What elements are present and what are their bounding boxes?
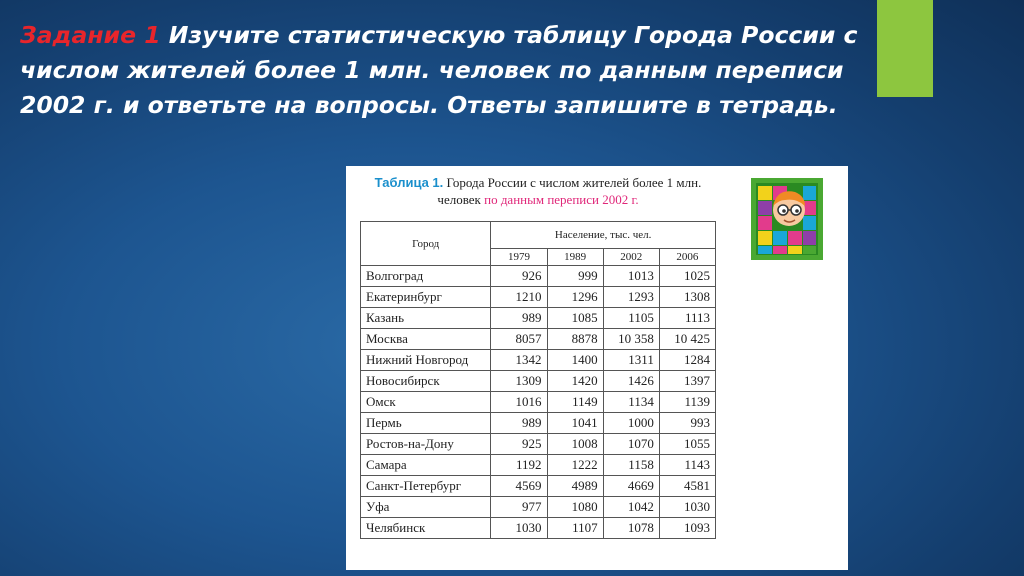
city-cell: Екатеринбург <box>361 287 491 308</box>
population-cell: 1420 <box>547 371 603 392</box>
city-cell: Ростов-на-Дону <box>361 434 491 455</box>
population-cell: 1342 <box>491 350 547 371</box>
population-cell: 4569 <box>491 476 547 497</box>
table-row <box>361 350 716 371</box>
population-cell: 10 425 <box>659 329 715 350</box>
table-row <box>361 392 716 413</box>
population-cell: 1000 <box>603 413 659 434</box>
population-cell: 1293 <box>603 287 659 308</box>
population-cell: 999 <box>547 266 603 287</box>
population-cell: 1296 <box>547 287 603 308</box>
population-cell: 1030 <box>659 497 715 518</box>
population-table <box>360 221 716 539</box>
city-cell: Нижний Новгород <box>361 350 491 371</box>
population-cell: 1085 <box>547 308 603 329</box>
table-row <box>361 518 716 539</box>
population-cell: 926 <box>491 266 547 287</box>
population-cell: 1397 <box>659 371 715 392</box>
population-cell: 4989 <box>547 476 603 497</box>
table-row <box>361 476 716 497</box>
textbook-page <box>346 166 848 570</box>
table-row <box>361 434 716 455</box>
population-cell: 989 <box>491 308 547 329</box>
city-cell: Челябинск <box>361 518 491 539</box>
population-cell: 1016 <box>491 392 547 413</box>
population-cell: 1080 <box>547 497 603 518</box>
population-cell: 1158 <box>603 455 659 476</box>
city-cell: Омск <box>361 392 491 413</box>
population-cell: 1055 <box>659 434 715 455</box>
population-cell: 8878 <box>547 329 603 350</box>
population-cell: 1013 <box>603 266 659 287</box>
year-header: 2006 <box>659 249 715 266</box>
population-cell: 1093 <box>659 518 715 539</box>
population-cell: 1134 <box>603 392 659 413</box>
population-cell: 1143 <box>659 455 715 476</box>
population-cell: 977 <box>491 497 547 518</box>
caption-number: Таблица 1. <box>374 175 444 190</box>
table-row <box>361 329 716 350</box>
population-cell: 1210 <box>491 287 547 308</box>
population-cell: 993 <box>659 413 715 434</box>
population-cell: 1284 <box>659 350 715 371</box>
accent-bar <box>877 0 933 97</box>
city-column-header: Город <box>361 222 491 266</box>
population-cell: 1105 <box>603 308 659 329</box>
table-row <box>361 308 716 329</box>
table-caption <box>358 174 718 208</box>
population-group-header: Население, тыс. чел. <box>491 222 716 249</box>
city-cell: Уфа <box>361 497 491 518</box>
city-cell: Пермь <box>361 413 491 434</box>
population-cell: 10 358 <box>603 329 659 350</box>
population-cell: 1308 <box>659 287 715 308</box>
table-row <box>361 455 716 476</box>
city-cell: Волгоград <box>361 266 491 287</box>
population-cell: 8057 <box>491 329 547 350</box>
table-row <box>361 413 716 434</box>
mascot-icon <box>751 178 823 260</box>
year-header: 2002 <box>603 249 659 266</box>
population-cell: 1426 <box>603 371 659 392</box>
population-cell: 1025 <box>659 266 715 287</box>
table-body <box>361 266 716 539</box>
population-cell: 1222 <box>547 455 603 476</box>
population-cell: 1113 <box>659 308 715 329</box>
population-cell: 1041 <box>547 413 603 434</box>
task-heading <box>20 18 870 123</box>
table-row <box>361 287 716 308</box>
caption-text: Города России с числом жителей более 1 млн. человек <box>437 175 702 207</box>
population-cell: 1311 <box>603 350 659 371</box>
population-cell: 989 <box>491 413 547 434</box>
caption-highlight: по данным переписи 2002 г. <box>484 192 639 207</box>
population-cell: 1309 <box>491 371 547 392</box>
table-row <box>361 266 716 287</box>
population-cell: 1149 <box>547 392 603 413</box>
task-text: Изучите статистическую таблицу Города России с числом жителей более 1 млн. человек по данным переписи 2002 г. и ответьте на вопросы. Ответы запишите в тетрадь. <box>20 21 858 119</box>
year-header: 1989 <box>547 249 603 266</box>
population-cell: 1008 <box>547 434 603 455</box>
population-cell: 1030 <box>491 518 547 539</box>
population-cell: 4581 <box>659 476 715 497</box>
population-cell: 1078 <box>603 518 659 539</box>
population-cell: 1042 <box>603 497 659 518</box>
population-cell: 1192 <box>491 455 547 476</box>
population-cell: 4669 <box>603 476 659 497</box>
city-cell: Новосибирск <box>361 371 491 392</box>
year-header: 1979 <box>491 249 547 266</box>
population-cell: 1070 <box>603 434 659 455</box>
population-cell: 1107 <box>547 518 603 539</box>
city-cell: Санкт-Петербург <box>361 476 491 497</box>
table-row <box>361 497 716 518</box>
city-cell: Самара <box>361 455 491 476</box>
city-cell: Казань <box>361 308 491 329</box>
city-cell: Москва <box>361 329 491 350</box>
population-cell: 1139 <box>659 392 715 413</box>
task-label: Задание 1 <box>20 21 161 49</box>
population-cell: 925 <box>491 434 547 455</box>
table-row <box>361 371 716 392</box>
population-cell: 1400 <box>547 350 603 371</box>
